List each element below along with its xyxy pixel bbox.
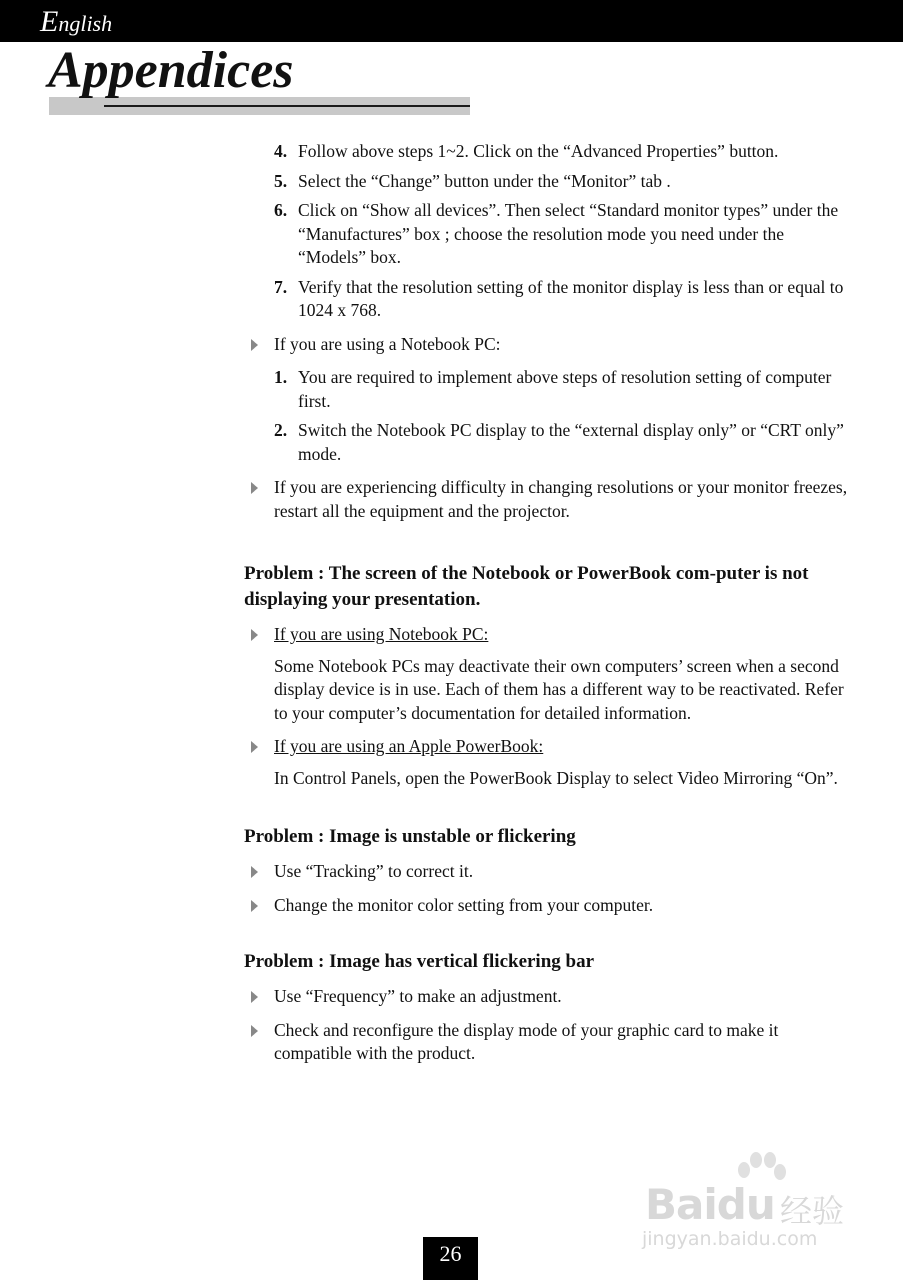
bullet-item: If you are using a Notebook PC: <box>244 333 854 357</box>
bullet-item: If you are using an Apple PowerBook: <box>244 735 854 759</box>
title-rule <box>104 105 470 107</box>
watermark-brand: Baidu <box>645 1180 775 1229</box>
arrow-bullet-icon <box>251 866 258 878</box>
arrow-bullet-icon <box>251 1025 258 1037</box>
arrow-bullet-icon <box>251 339 258 351</box>
arrow-bullet-icon <box>251 629 258 641</box>
problem-heading: Problem : The screen of the Notebook or PowerBook com-puter is not displaying your presentation. <box>244 563 809 610</box>
arrow-bullet-icon <box>251 741 258 753</box>
step-item: 4. Follow above steps 1~2. Click on the “Advanced Properties” button. <box>274 141 779 161</box>
bullet-item: Use “Tracking” to correct it. <box>244 860 854 884</box>
language-label: English <box>40 5 113 38</box>
baidu-watermark <box>640 1150 870 1250</box>
problem-heading: Problem : Image has vertical flickering bar <box>244 951 595 972</box>
bullet-item: Check and reconfigure the display mode of your graphic card to make it compatible with the product. <box>244 1019 854 1066</box>
arrow-bullet-icon <box>251 900 258 912</box>
bullet-item: If you are experiencing difficulty in changing resolutions or your monitor freezes, restart all the equipment and the projector. <box>244 476 854 523</box>
watermark-url: jingyan.baidu.com <box>642 1228 818 1250</box>
arrow-bullet-icon <box>251 991 258 1003</box>
page-title: Appendices <box>48 42 294 99</box>
arrow-bullet-icon <box>251 482 258 494</box>
step-item: 6. Click on “Show all devices”. Then select “Standard monitor types” under the “Manufactures” box ; choose the resolution mode you need under the “Models” box. <box>274 200 839 267</box>
step-item: 1. You are required to implement above steps of resolution setting of computer first. <box>274 367 832 411</box>
paragraph: In Control Panels, open the PowerBook Display to select Video Mirroring “On”. <box>274 767 838 788</box>
header-bar <box>0 0 903 42</box>
bullet-item: If you are using Notebook PC: <box>244 623 854 647</box>
paragraph: Some Notebook PCs may deactivate their own computers’ screen when a second display device is in use. Each of them has a different way to be reactivated. Refer to your computer’s documentation for detailed information. <box>274 655 844 723</box>
page-content <box>244 140 854 1076</box>
bullet-item: Change the monitor color setting from your computer. <box>244 894 854 918</box>
step-item: 7. Verify that the resolution setting of the monitor display is less than or equal to 1024 x 768. <box>274 276 844 320</box>
page-number: 26 <box>423 1237 478 1280</box>
watermark-cn: 经验 <box>780 1192 845 1230</box>
step-item: 5. Select the “Change” button under the “Monitor” tab . <box>274 170 671 191</box>
problem-heading: Problem : Image is unstable or flickering <box>244 826 576 847</box>
bullet-item: Use “Frequency” to make an adjustment. <box>244 985 854 1009</box>
step-item: 2. Switch the Notebook PC display to the “external display only” or “CRT only” mode. <box>274 420 844 464</box>
